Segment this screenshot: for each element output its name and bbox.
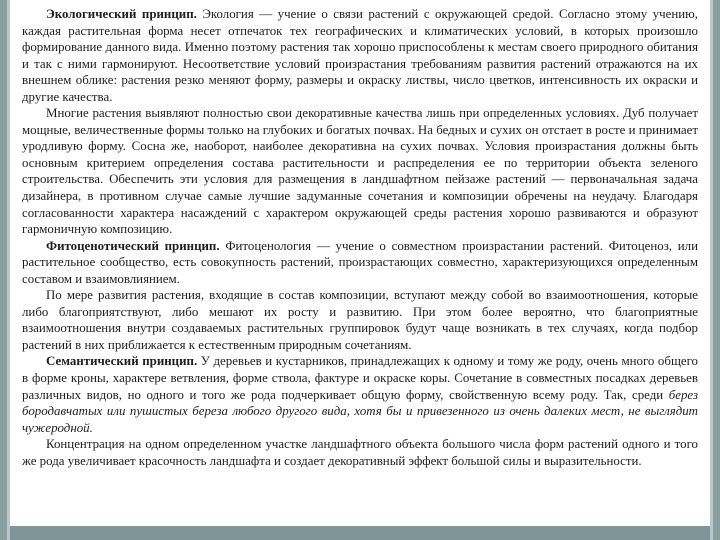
bottom-decorative-bar [10,526,710,540]
paragraph-text: Концентрация на одном определенном участке ландшафтного объекта большого числа форм растений одного и того же рода увеличивает красочность ландшафта и создает декоративный эффект большой силы и выразительности. [22,437,698,468]
paragraph-concentration [22,436,698,469]
document-text [22,6,698,506]
paragraph-text: Многие растения выявляют полностью свои декоративные качества лишь при определенных условиях. Дуб получает мощные, величественные формы только на глубоких и богатых почвах. На бедных и сухих он отстает в росте и принимает уродливую форму. Сосна же, наоборот, наиболее декоративна на сухих почвах. Условия произрастания должны быть основным критерием определения состава растительности и распределения ее по территории объекта зеленого строительства. Обеспечить эти условия для размещения в ландшафтном пейзаже растений — первоначальная задача дизайнера, в противном случае самые лучшие задуманные сочетания и композиции обречены на неудачу. Благодаря согласованности характера насаждений с характером окружающей среды растения хорошо развиваются и образуют гармоничную композицию. [22,106,698,237]
paragraph-ecological [22,6,698,105]
paragraph-plant-relations [22,287,698,353]
paragraph-text: Фитоценология — учение о совместном произрастании растений. Фитоценоз, или растительное сообщество, есть совокупность растений, произрастающих совместно, характеризующихся определенным составом и взаимовлиянием. [22,238,698,286]
paragraph-semantic [22,353,698,436]
left-decorative-bar [0,0,10,540]
paragraph-text: У деревьев и кустарников, принадлежащих к одному и тому же роду, очень много общего в форме кроны, характере ветвления, форме ствола, фактуре и окраске коры. Сочетание в совместных посадках деревьев различных видов, но одного и того же рода подчеркивает общую форму, свойственную всему роду. Так, среди [22,354,698,402]
heading-semantic-principle: Семантический принцип. [46,354,198,369]
right-decorative-bar [710,0,720,540]
paragraph-text: По мере развития растения, входящие в состав композиции, вступают между собой во взаимоотношения, которые либо благоприятствуют, либо мешают их росту и развитию. При этом более вероятно, что благоприятные взаимоотношения внутри создаваемых растительных группировок будут чаще возникать в тех случаях, когда подбор растений в них приближается к естественным природным сочетаниям. [22,288,698,352]
heading-ecological-principle: Экологический принцип. [46,7,197,21]
heading-phytocenotic-principle: Фитоценотический принцип. [46,238,220,253]
paragraph-decorative-qualities [22,105,698,237]
paragraph-text: Экология — учение о связи растений с окружающей средой. Согласно этому учению, каждая растительная форма несет отпечаток тех географических и климатических условий, в которых произошло формирование данного вида. Именно поэтому растения так хорошо приспособлены к местам своего природного обитания и так с ними гармонируют. Несоответствие условий произрастания требованиям развития растений отражаются на их внешнем облике: растения резко меняют форму, размеры и окраску листвы, число цветков, интенсивность их окраски и другие качества. [22,7,698,104]
paragraph-italic-text: берез бородавчатых или пушистых береза любого другого вида, хотя бы и привезенного из очень далеких мест, не выглядит чужеродной. [22,387,698,435]
paragraph-phytocenotic [22,238,698,288]
